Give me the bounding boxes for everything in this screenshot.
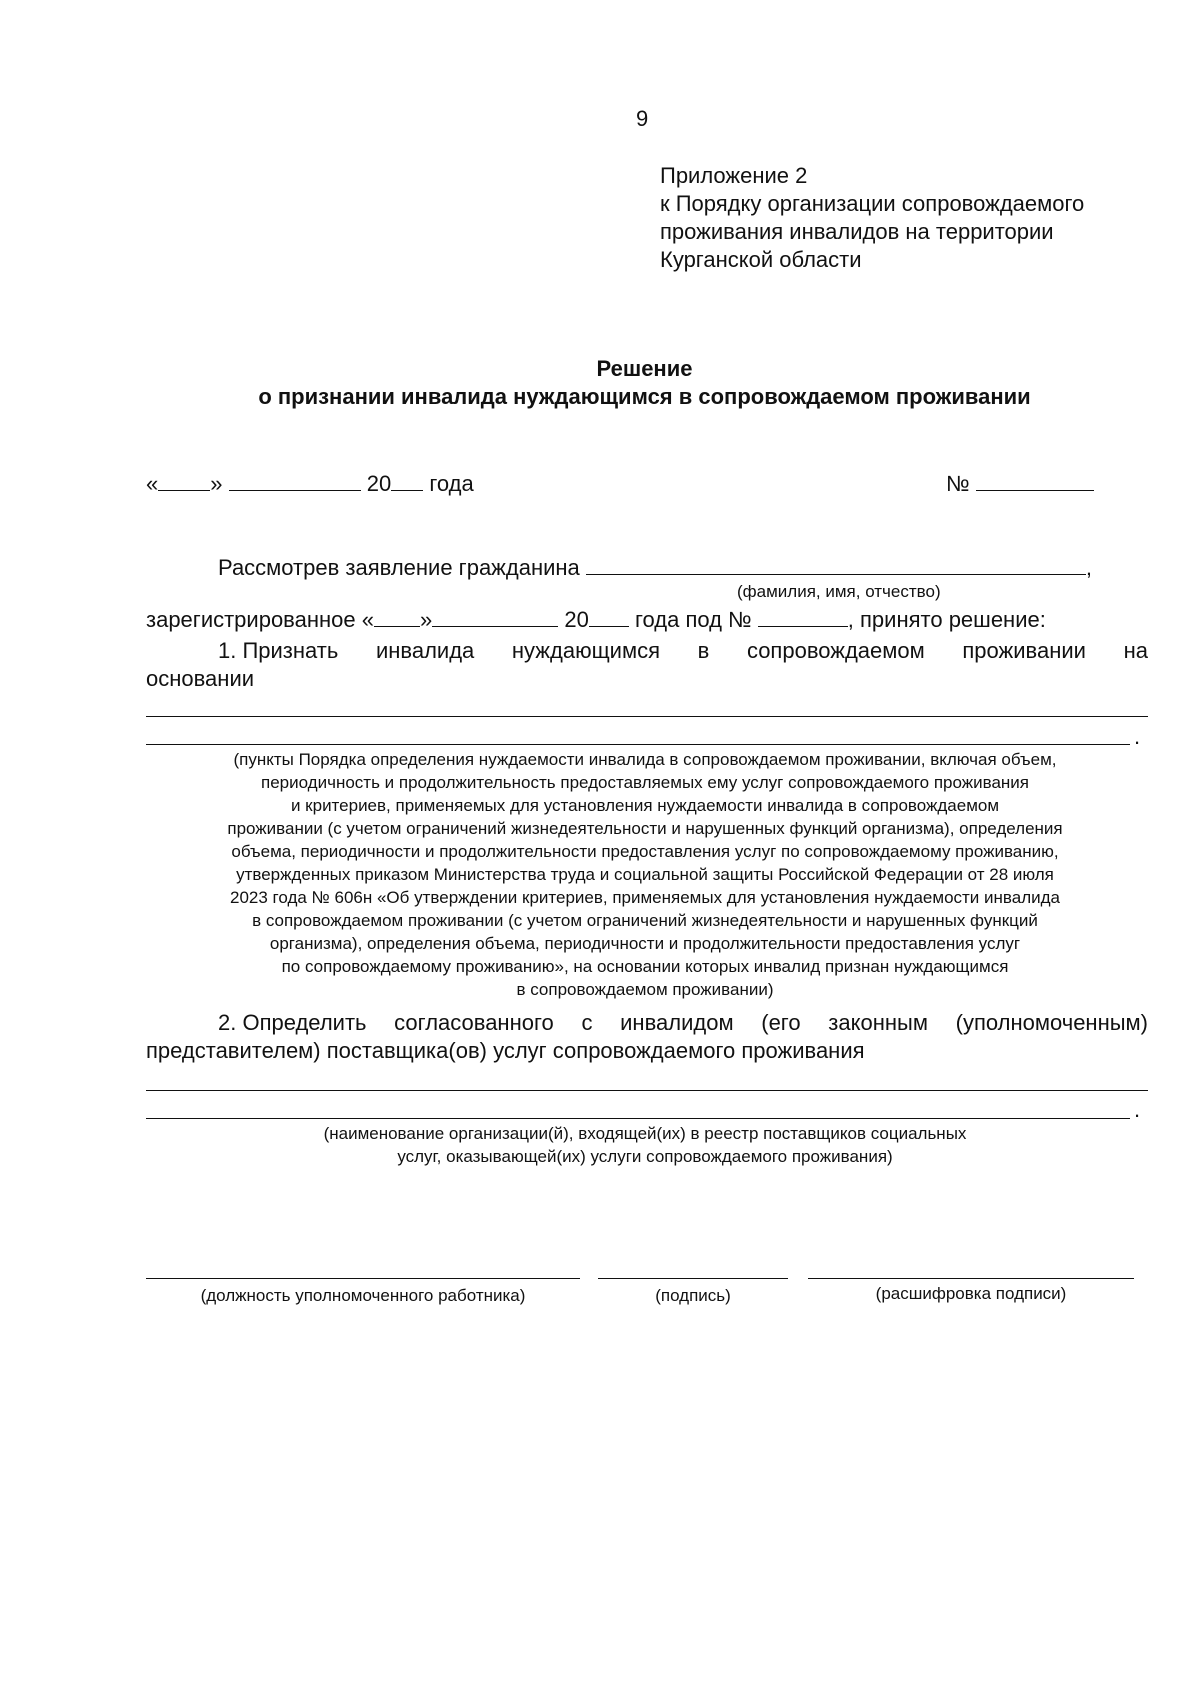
month-blank[interactable]: [229, 470, 361, 491]
note-line: в сопровождаемом проживании): [516, 980, 774, 999]
considering-text: Рассмотрев заявление гражданина: [218, 555, 580, 580]
point1-basis-line-2[interactable]: [146, 744, 1130, 745]
year-suffix: года: [429, 471, 474, 496]
point2-continuation: представителем) поставщика(ов) услуг сопровождаемого проживания: [146, 1038, 865, 1063]
note-line: в сопровождаемом проживании (с учетом ограничений жизнедеятельности и нарушенных функций: [252, 911, 1038, 930]
appendix-line: проживания инвалидов на территории: [660, 219, 1054, 244]
note-line: организма), определения объема, периодичности и продолжительности предоставления услуг: [269, 934, 1021, 953]
point2-word: инвалидом: [620, 1010, 734, 1035]
signature-caption: (подпись): [655, 1286, 731, 1305]
document-title: Решение: [596, 356, 693, 381]
note-line: услуг, оказывающей(их) услуги сопровождаемого проживания): [397, 1147, 893, 1166]
point1-word: инвалида: [375, 638, 475, 663]
decision-made: , принято решение:: [847, 607, 1046, 632]
note-line: периодичность и продолжительность предоставляемых ему услуг сопровождаемого проживания: [260, 773, 1029, 792]
reg-year-blank[interactable]: [589, 606, 629, 627]
position-caption: (должность уполномоченного работника): [200, 1286, 526, 1305]
decision-number-blank[interactable]: [976, 470, 1094, 491]
point1-first-line: [218, 638, 1148, 664]
note-line: объема, периодичности и продолжительности предоставления услуг по сопровождаемому проживанию,: [231, 842, 1059, 861]
note-line: 2023 года № 606н «Об утверждении критериев, применяемых для установления нуждаемости инвалида: [230, 888, 1060, 907]
point1-note: [146, 748, 1144, 1001]
signature-line[interactable]: [598, 1278, 788, 1279]
page-number: 9: [636, 106, 649, 131]
open-quote: «: [146, 471, 159, 496]
point1-end-dot: .: [1134, 724, 1141, 749]
note-line: и критериев, применяемых для установления нуждаемости инвалида в сопровождаемом: [290, 796, 1000, 815]
citizen-fio-blank[interactable]: [586, 554, 1086, 575]
close-quote: »: [210, 471, 223, 496]
day-blank[interactable]: [158, 470, 210, 491]
decision-number-field: [946, 470, 1094, 497]
appendix-line: Приложение 2: [660, 163, 808, 188]
note-line: проживании (с учетом ограничений жизнедеятельности и нарушенных функций организма), определения: [227, 819, 1063, 838]
decoding-line[interactable]: [808, 1278, 1134, 1279]
point1-word: 1. Признать: [218, 638, 339, 663]
reg-month-blank[interactable]: [432, 606, 558, 627]
reg-day-blank[interactable]: [374, 606, 420, 627]
point1-basis-line-1[interactable]: [146, 716, 1148, 717]
appendix-line: к Порядку организации сопровождаемого: [660, 191, 1085, 216]
note-line: (наименование организации(й), входящей(их) в реестр поставщиков социальных: [323, 1124, 967, 1143]
point1-word: на: [1123, 638, 1148, 663]
point2-end-dot: .: [1134, 1097, 1141, 1122]
point2-provider-line-2[interactable]: [146, 1118, 1130, 1119]
decoding-caption: (расшифровка подписи): [875, 1284, 1067, 1303]
fio-caption: (фамилия, имя, отчество): [737, 582, 941, 601]
note-line: по сопровождаемому проживанию», на основании которых инвалид признан нуждающимся: [281, 957, 1009, 976]
note-line: утвержденных приказом Министерства труда и социальной защиты Российской Федерации от 28 июля: [236, 865, 1054, 884]
reg-close-quote: »: [419, 607, 433, 632]
point2-word: (уполномоченным): [955, 1010, 1148, 1035]
point1-word: проживании: [962, 638, 1086, 663]
registered-line: [146, 606, 1046, 633]
document-subtitle: о признании инвалида нуждающимся в сопровождаемом проживании: [258, 384, 1031, 409]
year-blank[interactable]: [391, 470, 423, 491]
point1-word: в: [697, 638, 710, 663]
point2-word: согласованного: [394, 1010, 554, 1035]
point2-word: 2. Определить: [218, 1010, 367, 1035]
reg-under-no: года под №: [634, 607, 752, 632]
point2-word: (его: [761, 1010, 801, 1035]
point2-note: [146, 1122, 1144, 1168]
registered-text: зарегистрированное «: [146, 607, 374, 632]
reg-number-blank[interactable]: [758, 606, 848, 627]
date-field: [146, 470, 474, 497]
point1-word: сопровождаемом: [746, 638, 925, 663]
point1-word: нуждающимся: [511, 638, 661, 663]
point2-word: с: [581, 1010, 593, 1035]
note-line: (пункты Порядка определения нуждаемости инвалида в сопровождаемом проживании, включая объем,: [233, 750, 1057, 769]
number-sign: №: [946, 471, 970, 496]
point1-continuation: основании: [146, 666, 255, 691]
point2-first-line: [218, 1010, 1148, 1036]
position-line[interactable]: [146, 1278, 580, 1279]
appendix-line: Курганской области: [660, 247, 862, 272]
appendix-header: [660, 162, 1084, 274]
point2-provider-line-1[interactable]: [146, 1090, 1148, 1091]
reg-year-prefix: 20: [564, 607, 589, 632]
point2-word: законным: [828, 1010, 928, 1035]
considering-line: [218, 554, 1092, 581]
comma: ,: [1085, 555, 1093, 580]
year-prefix: 20: [366, 471, 392, 496]
